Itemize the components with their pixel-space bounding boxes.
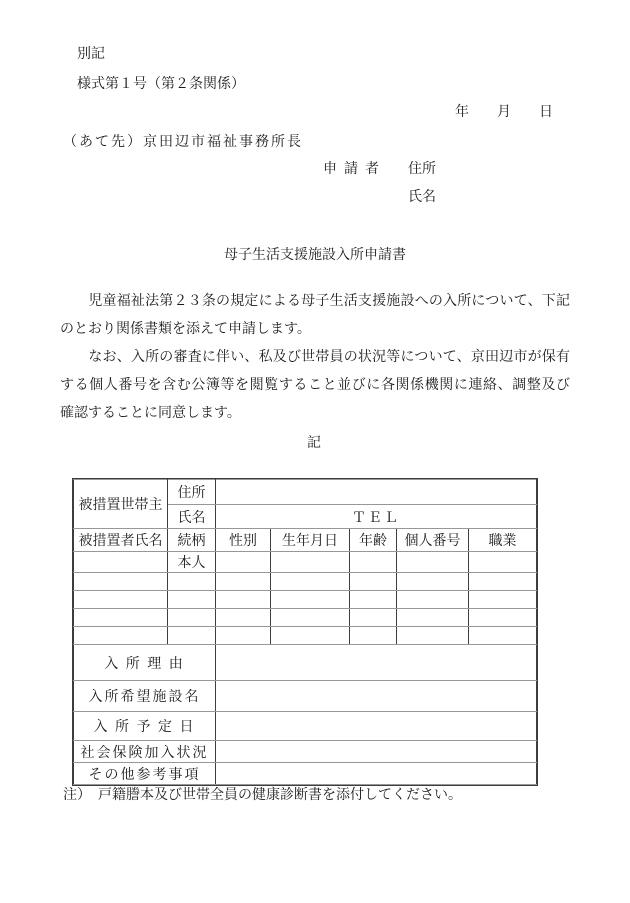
member-birthdate-cell [271,591,350,609]
member-relation-cell: 本人 [168,552,216,573]
other-reference-label: その他参考事項 [74,763,216,785]
member-personal-number-cell [397,573,469,591]
member-birthdate-cell [271,552,350,573]
member-sex-cell [216,552,271,573]
col-header-age: 年齢 [350,529,397,552]
member-sex-cell [216,591,271,609]
admission-reason-label: 入 所 理 由 [74,645,216,681]
body-line: 児童福祉法第２３条の規定による母子生活支援施設への入所について、下記 [60,294,570,309]
member-sex-cell [216,627,271,645]
member-age-cell [350,627,397,645]
body-line: なお、入所の審査に伴い、私及び世帯員の状況等について、京田辺市が保有 [60,350,570,365]
member-occupation-cell [469,552,537,573]
member-occupation-cell [469,627,537,645]
member-age-cell [350,609,397,627]
member-personal-number-cell [397,591,469,609]
col-header-occupation: 職業 [469,529,537,552]
col-header-sex: 性別 [216,529,271,552]
member-birthdate-cell [271,627,350,645]
member-row [74,591,537,609]
applicant-address-label: 住所 [408,162,436,177]
col-header-relation: 続柄 [168,529,216,552]
ki-marker: 記 [307,436,321,451]
head-address-label: 住所 [168,480,216,505]
scheduled-date-label: 入 所 予 定 日 [74,712,216,741]
desired-facility-value-cell [216,681,537,712]
tel-label: ＴＥＬ [216,505,537,529]
member-relation-cell [168,591,216,609]
admission-reason-value-cell [216,645,537,681]
member-row [74,573,537,591]
footer-note: 注） 戸籍謄本及び世帯全員の健康診断書を添付してください。 [63,788,462,803]
member-name-cell [74,552,168,573]
member-occupation-cell [469,573,537,591]
addressee-line: （あて先）京田辺市福祉事務所長 [63,135,303,150]
member-relation-cell [168,627,216,645]
member-birthdate-cell [271,609,350,627]
desired-facility-label: 入所希望施設名 [74,681,216,712]
body-line: のとおり関係書類を添えて申請します。 [60,322,311,337]
body-line: する個人番号を含む公簿等を閲覧すること並びに各関係機関に連絡、調整及び [60,378,570,393]
social-insurance-label: 社会保険加入状況 [74,741,216,763]
col-header-personal-number: 個人番号 [397,529,469,552]
member-personal-number-cell [397,627,469,645]
date-line: 年 月 日 [455,105,553,120]
member-age-cell [350,552,397,573]
social-insurance-value-cell [216,741,537,763]
body-paragraph-1 [60,288,570,344]
member-sex-cell [216,573,271,591]
col-header-birthdate: 生年月日 [271,529,350,552]
applicant-name-label: 氏名 [408,190,436,205]
member-occupation-cell [469,591,537,609]
member-name-cell [74,609,168,627]
col-header-member-name: 被措置者氏名 [74,529,168,552]
member-relation-cell [168,573,216,591]
member-occupation-cell [469,609,537,627]
member-age-cell [350,573,397,591]
head-name-label: 氏名 [168,505,216,529]
member-name-cell [74,573,168,591]
member-row [74,609,537,627]
member-name-cell [74,591,168,609]
applicant-label: 申請者 [323,162,386,177]
application-table [72,478,538,786]
member-row [74,552,537,573]
member-personal-number-cell [397,609,469,627]
annotation-label: 別記 [77,47,105,62]
scheduled-date-value-cell [216,712,537,741]
head-address-value-cell [216,480,537,505]
other-reference-value-cell [216,763,537,785]
form-style-number: 様式第１号（第２条関係） [77,77,245,92]
member-name-cell [74,627,168,645]
member-birthdate-cell [271,573,350,591]
body-paragraph-2 [60,344,570,428]
member-personal-number-cell [397,552,469,573]
member-sex-cell [216,609,271,627]
household-head-label: 被措置世帯主 [74,480,168,529]
document-title: 母子生活支援施設入所申請書 [224,248,406,263]
member-row [74,627,537,645]
body-line: 確認することに同意します。 [60,406,241,421]
member-relation-cell [168,609,216,627]
member-age-cell [350,591,397,609]
